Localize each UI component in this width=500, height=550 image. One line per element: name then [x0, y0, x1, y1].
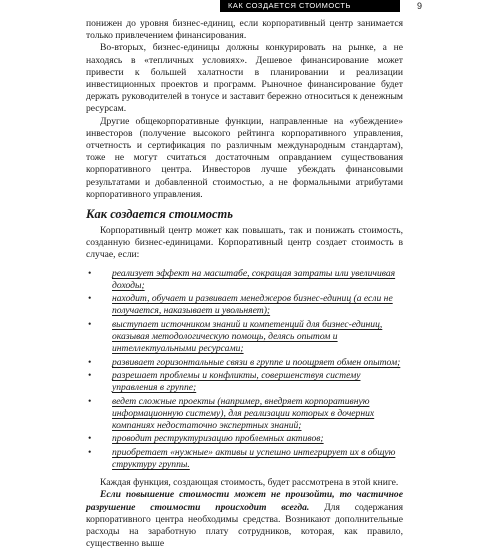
- bullet-icon: •: [88, 293, 92, 305]
- bullet-icon: •: [88, 395, 92, 407]
- list-item-text: проводит реструктуризацию проблемных активов;: [112, 433, 324, 445]
- paragraph: понижен до уровня бизнес-единиц, если корпоративный центр занимается только привлечением финансирования.: [86, 18, 403, 42]
- paragraph: Другие общекорпоративные функции, направленные на «убеждение» инвесторов (получение высокого рейтинга корпоративного управления, отчетность и сертификация по различным международным стандартам), тоже не могут считаться достаточным оправданием существования корпоративного центра. Инвесторов лучше убеждать финансовыми результатами и добавленной стоимостью, а не формальными атрибутами корпоративного управления.: [86, 115, 403, 200]
- section-intro: Корпоративный центр может как повышать, так и понижать стоимость, созданную бизнес-единицами. Корпоративный центр создает стоимость в случае, если:: [86, 225, 403, 261]
- body-text: [86, 18, 403, 550]
- page-number: 9: [416, 1, 422, 11]
- list-item-text: приобретает «нужные» активы и успешно интегрирует их в общую структуру группы.: [112, 446, 396, 471]
- paragraph-text: Для содержания корпоративного центра необходимы средства. Возникают дополнительные расходы на заработную плату сотрудников, которая, как правило, существенно выше: [86, 501, 403, 550]
- list-item-text: разрешает проблемы и конфликты, совершенствуя систему управления в группе;: [112, 370, 361, 394]
- list-item: [86, 396, 403, 433]
- list-item-text: выступает источником знаний и компетенций для бизнес-единиц, оказывая методологическую помощь, делясь опытом и интеллектуальными ресурсами;: [112, 318, 383, 355]
- paragraph: Каждая функция, создающая стоимость, будет рассмотрена в этой книге.: [100, 477, 399, 489]
- list-item-text: реализует эффект на масштабе, сокращая затраты или увеличивая доходы;: [112, 267, 396, 291]
- list-item: [86, 268, 403, 292]
- list-item-text: находит, обучает и развивает менеджеров бизнес-единиц (а если не получается, наказывает и увольняет);: [112, 293, 393, 317]
- paragraph: [86, 489, 403, 550]
- bullet-list: [86, 268, 403, 472]
- list-item-text: развивает горизонтальные связи в группе и поощряет обмен опытом;: [112, 356, 401, 368]
- bullet-icon: •: [88, 446, 92, 458]
- list-item: [86, 357, 403, 369]
- running-header: КАК СОЗДАЕТСЯ СТОИМОСТЬ: [220, 0, 400, 12]
- list-item: [86, 447, 403, 471]
- list-item: [86, 433, 403, 445]
- bullet-icon: •: [88, 267, 92, 279]
- bullet-icon: •: [88, 356, 92, 368]
- paragraph: Во-вторых, бизнес-единицы должны конкурировать на рынке, а не находясь в «тепличных условиях». Дешевое финансирование может привести к большей халатности в планировании и реализации инвестиционных проектов и программ. Рыночное финансирование будет держать руководителей в тонусе и заставит бережно относиться к денежным ресурсам.: [86, 42, 403, 115]
- list-item: [86, 319, 403, 356]
- bullet-icon: •: [88, 318, 92, 330]
- list-item: [86, 370, 403, 394]
- section-heading: Как создается стоимость: [86, 207, 233, 222]
- list-item: [86, 293, 403, 317]
- bullet-icon: •: [88, 370, 92, 382]
- emphasis-text: Если повышение стоимости может не произойти, то частичное разрушение стоимости происходит всегда.: [86, 489, 403, 513]
- list-item-text: ведет сложные проекты (например, внедряет корпоративную информационную систему), для реализации которых в дочерних компаниях недостаточно экспертных знаний;: [112, 395, 375, 432]
- bullet-icon: •: [88, 433, 92, 445]
